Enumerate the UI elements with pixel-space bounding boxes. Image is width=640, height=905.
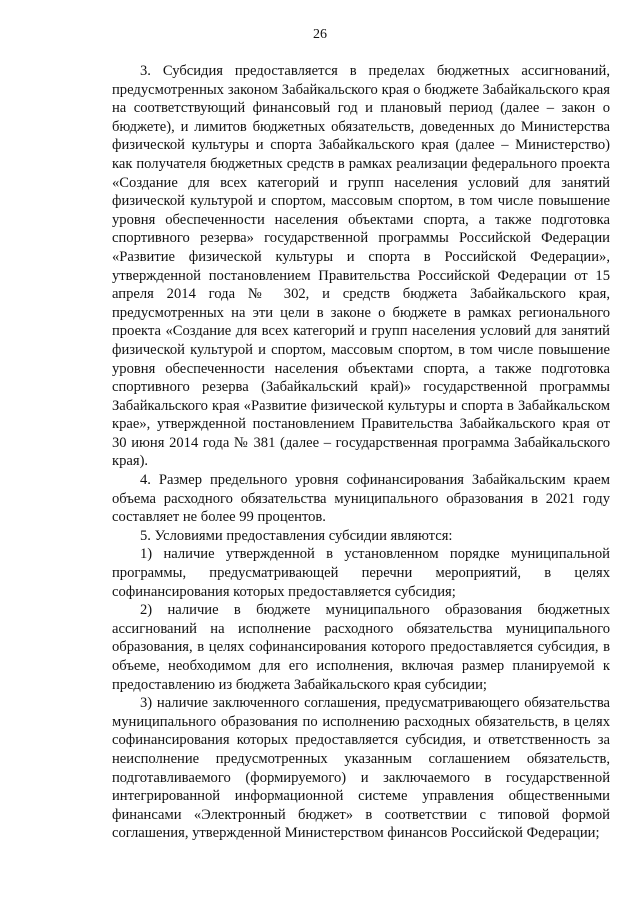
condition-3-agreement: 3) наличие заключенного соглашения, предусматривающего обязательства муниципального образования по исполнению расходных обязательств, в целях софинансирования которых предоставляется субсидия, и ответственность за неисполнение предусмотренных указанным соглашением обязательств, подготавливаемого (формируемого) и заключаемого в государственной интегрированной информационной системе управления общественными финансами «Электронный бюджет» в соответствии с типовой формой соглашения, утвержденной Министерством финансов Российской Федерации; (112, 695, 610, 842)
page-number: 26 (313, 27, 327, 42)
condition-1-municipal-program: 1) наличие утвержденной в установленном порядке муниципальной программы, предусматривающей перечни мероприятий, в целях софинансирования которых предоставляется субсидия; (112, 546, 610, 600)
document-body (112, 62, 610, 843)
condition-2-budget-allocations: 2) наличие в бюджете муниципального образования бюджетных ассигнований на исполнение расходного обязательства муниципального образования, в целях софинансирования которого предоставляется субсидия, в объеме, необходимом для его исполнения, включая размер планируемой к предоставлению из бюджета Забайкальского края субсидии; (112, 602, 610, 693)
paragraph-5-conditions-heading: 5. Условиями предоставления субсидии являются: (140, 527, 453, 544)
paragraph-4-cofinancing-level: 4. Размер предельного уровня софинансирования Забайкальским краем объема расходного обязательства муниципального образования в 2021 году составляет не более 99 процентов. (112, 472, 610, 526)
paragraph-3-subsidy-limits: 3. Субсидия предоставляется в пределах бюджетных ассигнований, предусмотренных законом Забайкальского края о бюджете Забайкальского края на соответствующий финансовый год и плановый период (далее – закон о бюджете), и лимитов бюджетных обязательств, доведенных до Министерства физической культуры и спорта Забайкальского края (далее – Министерство) как получателя бюджетных средств в рамках реализации федерального проекта «Создание для всех категорий и групп населения условий для занятий физической культурой и спортом, массовым спортом, в том числе повышение уровня обеспеченности населения объектами спорта, а также подготовка спортивного резерва» государственной программы Российской Федерации «Развитие физической культуры и спорта в Российской Федерации», утвержденной постановлением Правительства Российской Федерации от 15 апреля 2014 года № 302, и средств бюджета Забайкальского края, предусмотренных на эти цели в законе о бюджете в рамках регионального проекта «Создание для всех категорий и групп населения условий для занятий физической культурой и спортом, массовым спортом, в том числе повышение уровня обеспеченности населения объектами спорта, а также подготовка спортивного резерва (Забайкальский край)» государственной программы Забайкальского края «Развитие физической культуры и спорта в Забайкальском крае», утвержденной постановлением Правительства Забайкальского края от 30 июня 2014 года № 381 (далее – государственная программа Забайкальского края). (112, 63, 610, 470)
